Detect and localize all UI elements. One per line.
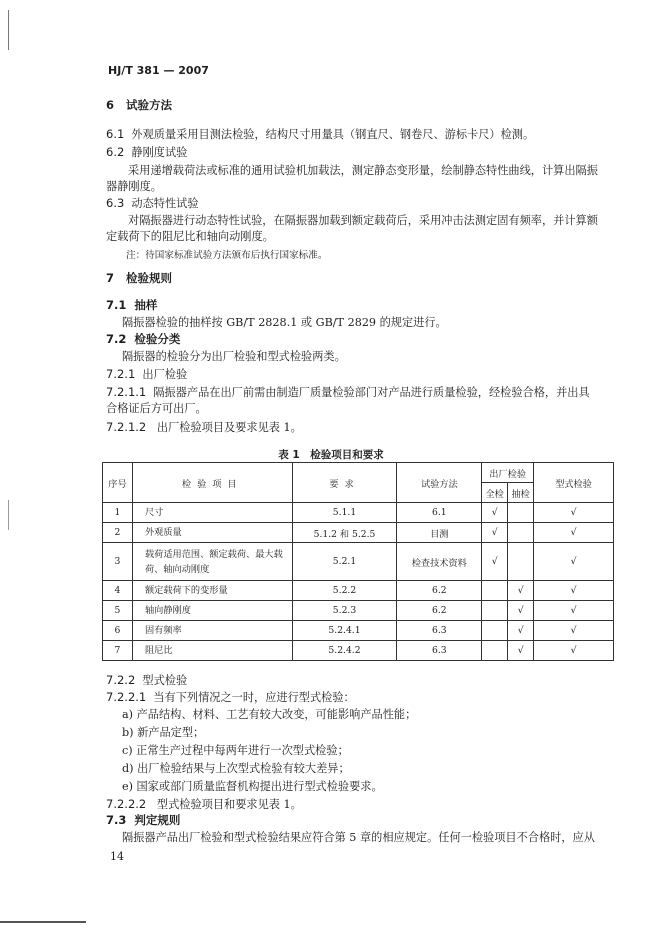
section-number: 6 xyxy=(106,98,115,112)
cell-sample-check: √ xyxy=(508,581,534,601)
cell-seq: 5 xyxy=(103,601,133,621)
clause-text: 外观质量采用目测法检验，结构尺寸用量具（钢直尺、钢卷尺、游标卡尺）检测。 xyxy=(131,128,535,141)
clause-text: 隔振器产品在出厂前需由制造厂质量检验部门对产品进行质量检验，经检验合格，并出具 xyxy=(153,386,590,399)
clause-title: 抽样 xyxy=(134,298,158,312)
header-type-inspection: 型式检验 xyxy=(534,463,614,503)
document-code: HJ/T 381 — 2007 xyxy=(108,64,209,77)
table-row xyxy=(103,621,614,641)
cell-seq: 7 xyxy=(103,641,133,661)
cell-requirement: 5.1.1 xyxy=(292,503,397,523)
section-title: 检验规则 xyxy=(126,271,173,285)
clause-number: 6.1 xyxy=(106,127,125,141)
section-title: 试验方法 xyxy=(126,98,173,112)
cell-type-check: √ xyxy=(534,601,614,621)
table-row xyxy=(103,523,614,543)
table-row xyxy=(103,641,614,661)
clause-number: 7.2.1 xyxy=(106,367,136,381)
cell-item xyxy=(132,543,292,581)
clause-title: 判定规则 xyxy=(134,813,181,827)
cell-item: 轴向静刚度 xyxy=(132,601,292,621)
clause-title: 静刚度试验 xyxy=(131,146,188,159)
cell-method: 检查技术资料 xyxy=(397,543,482,581)
clause-7-2-1-1 xyxy=(106,385,590,400)
cell-full-check: √ xyxy=(482,523,508,543)
clause-number: 7.2.1.2 xyxy=(106,420,147,434)
clause-number: 6.2 xyxy=(106,145,125,159)
cell-sample-check: √ xyxy=(508,601,534,621)
cell-seq: 1 xyxy=(103,503,133,523)
cell-type-check: √ xyxy=(534,543,614,581)
table-header-row xyxy=(103,463,614,483)
header-method: 试验方法 xyxy=(397,463,482,503)
paragraph-line: 合格证后方可出厂。 xyxy=(106,402,207,415)
clause-text: 型式检验项目和要求见表 1。 xyxy=(156,798,302,811)
scan-edge-mark xyxy=(0,921,86,923)
cell-method: 6.2 xyxy=(397,581,482,601)
clause-6-2-heading xyxy=(106,145,187,160)
cell-type-check: √ xyxy=(534,641,614,661)
paragraph-line: 器静刚度。 xyxy=(106,180,162,193)
clause-7-2-2-1 xyxy=(106,690,355,705)
clause-number: 7.2.1.1 xyxy=(106,385,147,399)
table-row xyxy=(103,581,614,601)
clause-7-2-1-2 xyxy=(106,420,302,435)
cell-type-check: √ xyxy=(534,581,614,601)
paragraph-line: 隔振器的检验分为出厂检验和型式检验两类。 xyxy=(122,350,346,363)
cell-full-check xyxy=(482,641,508,661)
section-7-heading xyxy=(106,271,172,285)
cell-seq: 6 xyxy=(103,621,133,641)
cell-full-check xyxy=(482,621,508,641)
clause-7-2-2-heading xyxy=(106,673,187,688)
clause-title: 型式检验 xyxy=(142,674,188,687)
cell-method: 6.3 xyxy=(397,641,482,661)
header-full-inspection: 全检 xyxy=(482,483,508,503)
clause-title: 动态特性试验 xyxy=(131,197,199,210)
clause-7-2-1-heading xyxy=(106,367,187,382)
cell-type-check: √ xyxy=(534,621,614,641)
clause-number: 7.1 xyxy=(106,298,127,312)
paragraph-line: 隔振器产品出厂检验和型式检验结果应符合第 5 章的相应规定。任何一检验项目不合格时，应从 xyxy=(122,831,595,844)
paragraph-line: 隔振器检验的抽样按 GB/T 2828.1 或 GB/T 2829 的规定进行。 xyxy=(122,316,447,329)
list-item: a) 产品结构、材料、工艺有较大改变，可能影响产品性能； xyxy=(122,708,417,721)
paragraph-line: 对隔振器进行动态特性试验，在隔振器加载到额定载荷后，采用冲击法测定固有频率，并计算额 xyxy=(128,214,598,227)
cell-requirement: 5.2.4.2 xyxy=(292,641,397,661)
cell-type-check: √ xyxy=(534,523,614,543)
cell-item-line: 载荷适用范围、额定载荷、最大载 xyxy=(144,548,283,560)
clause-text: 出厂检验项目及要求见表 1。 xyxy=(156,421,302,434)
cell-full-check: √ xyxy=(482,503,508,523)
cell-seq: 4 xyxy=(103,581,133,601)
cell-sample-check xyxy=(508,523,534,543)
cell-method: 6.3 xyxy=(397,621,482,641)
table-row xyxy=(103,543,614,581)
cell-method: 6.1 xyxy=(397,503,482,523)
table-caption: 表 1 检验项目和要求 xyxy=(278,449,384,461)
cell-sample-check: √ xyxy=(508,641,534,661)
cell-full-check: √ xyxy=(482,543,508,581)
clause-text: 当有下列情况之一时，应进行型式检验： xyxy=(153,691,355,704)
list-item: d) 出厂检验结果与上次型式检验有较大差异； xyxy=(122,762,350,775)
cell-requirement: 5.2.2 xyxy=(292,581,397,601)
cell-method: 目测 xyxy=(397,523,482,543)
cell-sample-check xyxy=(508,503,534,523)
cell-seq: 3 xyxy=(103,543,133,581)
header-sample-inspection: 抽检 xyxy=(508,483,534,503)
clause-number: 7.2 xyxy=(106,332,127,346)
clause-number: 7.3 xyxy=(106,813,127,827)
scan-edge-mark xyxy=(8,500,9,530)
cell-sample-check: √ xyxy=(508,621,534,641)
paragraph-line: 定载荷下的阻尼比和轴向动刚度。 xyxy=(106,230,274,243)
list-item: e) 国家或部门质量监督机构提出进行型式检验要求。 xyxy=(122,780,383,793)
cell-full-check xyxy=(482,581,508,601)
table-row xyxy=(103,503,614,523)
clause-6-3-heading xyxy=(106,196,199,211)
clause-7-2-heading xyxy=(106,332,180,346)
header-requirement: 要求 xyxy=(292,463,397,503)
clause-number: 6.3 xyxy=(106,196,125,210)
list-item: c) 正常生产过程中每两年进行一次型式检验； xyxy=(122,744,349,757)
cell-item: 尺寸 xyxy=(132,503,292,523)
cell-method: 6.2 xyxy=(397,601,482,621)
paragraph-line: 采用递增载荷法或标准的通用试验机加载法，测定静态变形量，绘制静态特性曲线，计算出隔振 xyxy=(128,164,598,177)
clause-7-2-2-2 xyxy=(106,797,302,812)
table-row xyxy=(103,601,614,621)
cell-item: 外观质量 xyxy=(132,523,292,543)
section-number: 7 xyxy=(106,271,115,285)
clause-title: 检验分类 xyxy=(134,332,181,346)
section-6-heading xyxy=(106,98,172,112)
inspection-table xyxy=(102,462,614,661)
page-number: 14 xyxy=(110,850,124,863)
cell-seq: 2 xyxy=(103,523,133,543)
cell-requirement: 5.2.4.1 xyxy=(292,621,397,641)
note: 注：待国家标准试验方法颁布后执行国家标准。 xyxy=(126,250,328,261)
clause-7-1-heading xyxy=(106,298,157,312)
cell-item-line: 荷、轴向动刚度 xyxy=(144,563,210,575)
header-seq: 序号 xyxy=(103,463,133,503)
cell-requirement: 5.2.3 xyxy=(292,601,397,621)
cell-item: 阻尼比 xyxy=(132,641,292,661)
cell-full-check xyxy=(482,601,508,621)
clause-6-1 xyxy=(106,127,534,142)
cell-sample-check xyxy=(508,543,534,581)
cell-type-check: √ xyxy=(534,503,614,523)
scan-edge-mark xyxy=(8,10,9,50)
clause-title: 出厂检验 xyxy=(142,368,188,381)
cell-requirement: 5.2.1 xyxy=(292,543,397,581)
cell-item: 固有频率 xyxy=(132,621,292,641)
clause-number: 7.2.2.2 xyxy=(106,797,147,811)
list-item: b) 新产品定型； xyxy=(122,726,205,739)
clause-number: 7.2.2.1 xyxy=(106,690,147,704)
clause-7-3-heading xyxy=(106,813,180,827)
clause-number: 7.2.2 xyxy=(106,673,136,687)
cell-requirement: 5.1.2 和 5.2.5 xyxy=(292,523,397,543)
header-factory-inspection: 出厂检验 xyxy=(482,463,534,483)
cell-item: 额定载荷下的变形量 xyxy=(132,581,292,601)
header-item: 检验项目 xyxy=(132,463,292,503)
